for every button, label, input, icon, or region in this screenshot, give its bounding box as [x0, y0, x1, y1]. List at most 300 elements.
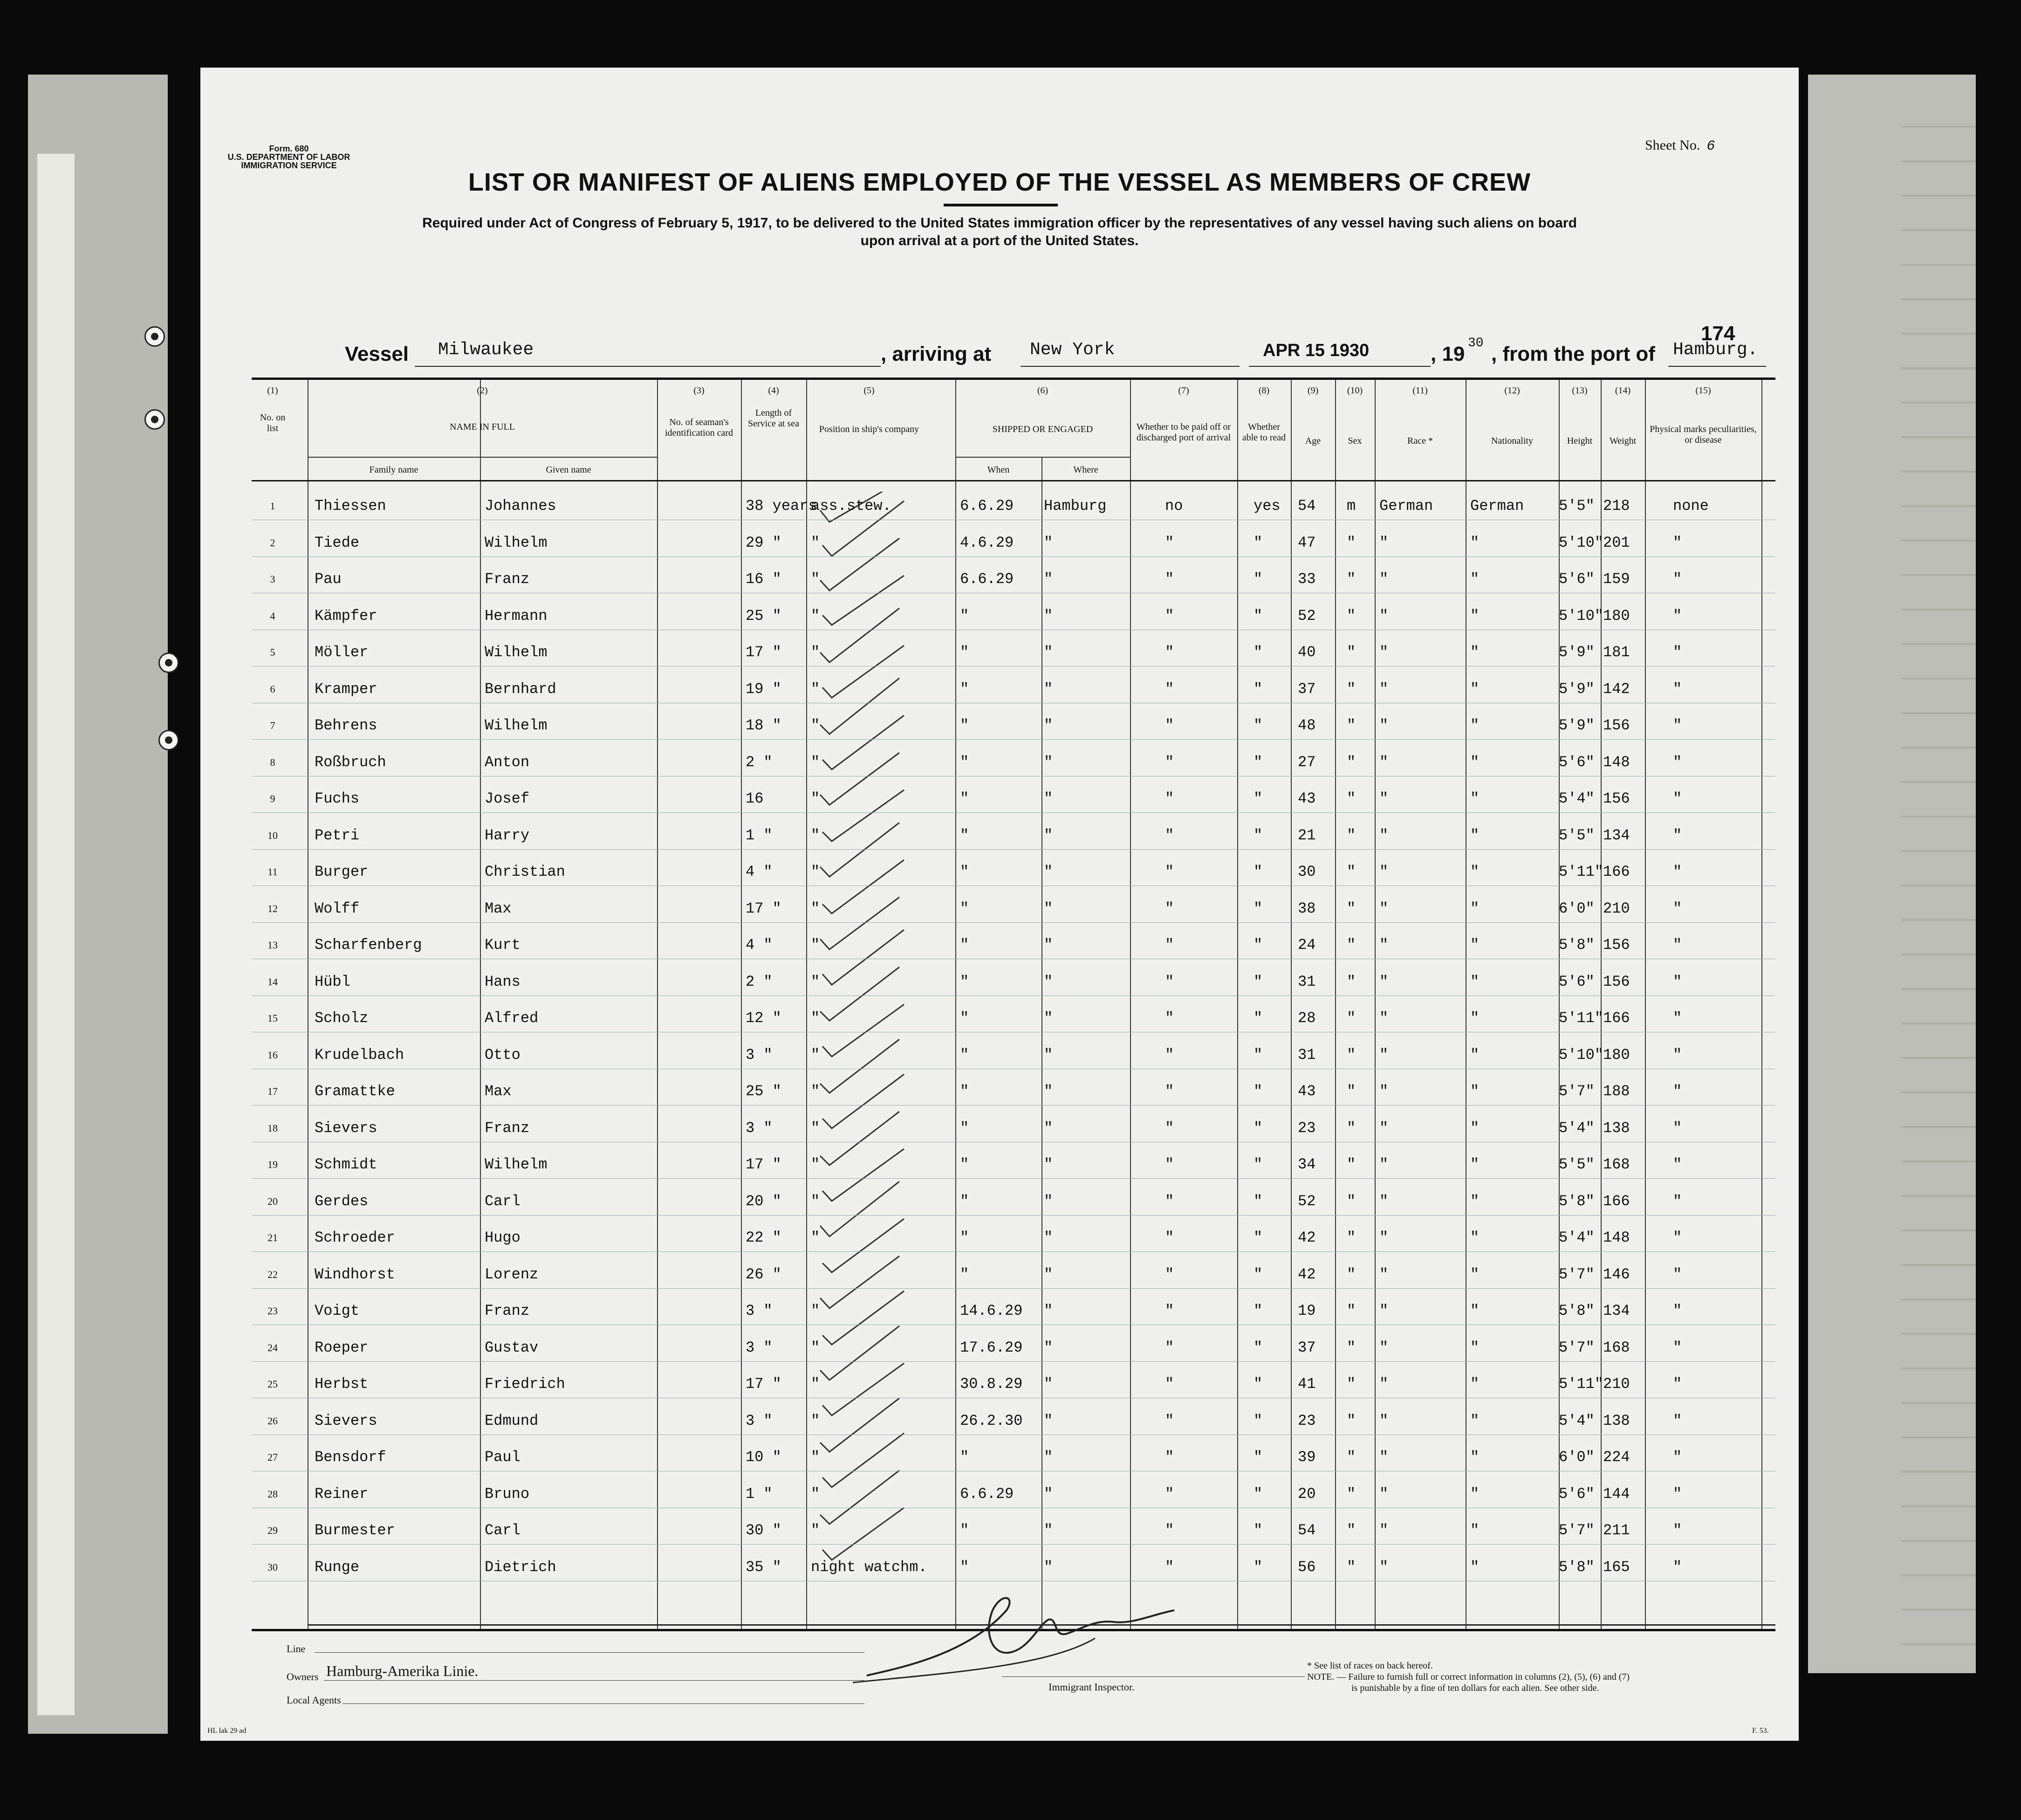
- crew-nationality-cell: ": [1470, 753, 1480, 771]
- col-6-when-header: When: [987, 465, 1010, 475]
- checkmark-icon: [822, 1004, 904, 1057]
- crew-height-cell: 5'10": [1559, 1046, 1604, 1064]
- crew-no-cell: 5: [270, 646, 275, 658]
- crew-where-cell: ": [1044, 1046, 1053, 1064]
- crew-position-cell: ": [811, 680, 820, 698]
- crew-position-cell: ": [811, 973, 820, 990]
- crew-no-cell: 10: [267, 829, 278, 841]
- crew-where-cell: ": [1044, 1229, 1053, 1246]
- crew-nationality-cell: ": [1470, 1265, 1480, 1283]
- crew-nationality-cell: ": [1470, 1558, 1480, 1576]
- col-3-header: No. of seaman's identification card: [665, 417, 733, 438]
- crew-marks-cell: ": [1673, 680, 1682, 698]
- crew-weight-cell: 180: [1603, 1046, 1630, 1064]
- crew-position-cell: ": [811, 863, 820, 880]
- crew-race-cell: German: [1379, 497, 1433, 515]
- crew-marks-cell: none: [1673, 497, 1709, 515]
- crew-where-cell: ": [1044, 1449, 1053, 1466]
- crew-age-cell: 20: [1298, 1485, 1316, 1503]
- crew-read-cell: ": [1254, 1083, 1263, 1100]
- crew-no-cell: 28: [267, 1488, 278, 1500]
- line-fill-line: [315, 1652, 864, 1653]
- crew-no-cell: 17: [267, 1085, 278, 1097]
- title-underline: [944, 204, 1058, 206]
- crew-height-cell: 5'10": [1559, 607, 1604, 625]
- crew-paid-cell: ": [1165, 790, 1174, 807]
- crew-paid-cell: ": [1165, 1046, 1174, 1064]
- crew-nationality-cell: ": [1470, 1375, 1480, 1393]
- crew-family-cell: Sievers: [315, 1119, 377, 1137]
- crew-age-cell: 43: [1298, 790, 1316, 807]
- crew-race-cell: ": [1379, 717, 1389, 734]
- crew-given-cell: Christian: [485, 863, 565, 880]
- crew-sex-cell: ": [1347, 753, 1356, 771]
- crew-family-cell: Möller: [315, 644, 369, 661]
- crew-sex-cell: ": [1347, 534, 1356, 551]
- crew-family-cell: Scharfenberg: [315, 936, 422, 954]
- crew-read-cell: ": [1254, 1412, 1263, 1429]
- crew-nationality-cell: ": [1470, 680, 1480, 698]
- crew-position-cell: ": [811, 1302, 820, 1319]
- crew-nationality-cell: ": [1470, 1412, 1480, 1429]
- crew-where-cell: ": [1044, 680, 1053, 698]
- crew-sex-cell: ": [1347, 863, 1356, 880]
- crew-paid-cell: ": [1165, 936, 1174, 954]
- crew-race-cell: ": [1379, 1412, 1389, 1429]
- print-code: HL lak 29 ad: [207, 1727, 247, 1735]
- crew-race-cell: ": [1379, 1449, 1389, 1466]
- crew-family-cell: Runge: [315, 1558, 360, 1576]
- crew-read-cell: ": [1254, 1302, 1263, 1319]
- crew-service-cell: 25 ": [746, 1083, 781, 1100]
- crew-service-cell: 3 ": [746, 1119, 773, 1137]
- col-5-number: (5): [863, 385, 875, 396]
- crew-weight-cell: 166: [1603, 863, 1630, 880]
- crew-age-cell: 23: [1298, 1119, 1316, 1137]
- crew-when-cell: ": [960, 1083, 969, 1100]
- crew-family-cell: Pau: [315, 570, 342, 588]
- crew-given-cell: Gustav: [485, 1339, 539, 1356]
- crew-age-cell: 52: [1298, 1192, 1316, 1210]
- checkmark-icon: [820, 1181, 899, 1236]
- crew-paid-cell: ": [1165, 1265, 1174, 1283]
- crew-no-cell: 16: [267, 1049, 278, 1061]
- crew-table: [252, 378, 1775, 1631]
- crew-sex-cell: ": [1347, 1485, 1356, 1503]
- crew-sex-cell: ": [1347, 1265, 1356, 1283]
- crew-when-cell: ": [960, 1265, 969, 1283]
- crew-race-cell: ": [1379, 900, 1389, 917]
- crew-age-cell: 56: [1298, 1558, 1316, 1576]
- crew-read-cell: ": [1254, 1229, 1263, 1246]
- crew-nationality-cell: ": [1470, 607, 1480, 625]
- crew-service-cell: 4 ": [746, 936, 773, 954]
- crew-family-cell: Reiner: [315, 1485, 369, 1503]
- crew-height-cell: 5'7": [1559, 1522, 1595, 1539]
- crew-when-cell: 4.6.29: [960, 534, 1014, 551]
- crew-age-cell: 34: [1298, 1156, 1316, 1173]
- crew-age-cell: 28: [1298, 1010, 1316, 1027]
- checkmark-icon: [820, 753, 899, 805]
- crew-when-cell: ": [960, 680, 969, 698]
- crew-nationality-cell: ": [1470, 1339, 1480, 1356]
- crew-age-cell: 37: [1298, 1339, 1316, 1356]
- crew-weight-cell: 146: [1603, 1265, 1630, 1283]
- penalty-note-continued: is punishable by a fine of ten dollars for each alien. See other side.: [1351, 1683, 1599, 1693]
- crew-height-cell: 5'6": [1559, 1485, 1595, 1503]
- crew-no-cell: 26: [267, 1415, 278, 1427]
- crew-read-cell: ": [1254, 570, 1263, 588]
- crew-paid-cell: ": [1165, 1156, 1174, 1173]
- crew-height-cell: 5'4": [1559, 1119, 1595, 1137]
- crew-given-cell: Edmund: [485, 1412, 539, 1429]
- crew-marks-cell: ": [1673, 570, 1682, 588]
- crew-where-cell: ": [1044, 863, 1053, 880]
- crew-nationality-cell: ": [1470, 973, 1480, 990]
- crew-family-cell: Sievers: [315, 1412, 377, 1429]
- crew-race-cell: ": [1379, 1010, 1389, 1027]
- crew-weight-cell: 148: [1603, 753, 1630, 771]
- crew-when-cell: ": [960, 790, 969, 807]
- column-rule: [1761, 380, 1762, 1629]
- crew-when-cell: ": [960, 863, 969, 880]
- crew-service-cell: 18 ": [746, 717, 781, 734]
- crew-marks-cell: ": [1673, 1339, 1682, 1356]
- crew-weight-cell: 210: [1603, 900, 1630, 917]
- crew-sex-cell: ": [1347, 1192, 1356, 1210]
- crew-weight-cell: 148: [1603, 1229, 1630, 1246]
- crew-position-cell: ": [811, 1010, 820, 1027]
- checkmark-icon: [820, 1039, 899, 1093]
- crew-height-cell: 5'11": [1559, 1010, 1604, 1027]
- crew-given-cell: Harry: [485, 826, 530, 844]
- crew-nationality-cell: German: [1470, 497, 1524, 515]
- crew-position-cell: ass.stew.: [811, 497, 891, 515]
- crew-read-cell: ": [1254, 1485, 1263, 1503]
- crew-marks-cell: ": [1673, 973, 1682, 990]
- crew-weight-cell: 211: [1603, 1522, 1630, 1539]
- crew-paid-cell: ": [1165, 863, 1174, 880]
- crew-position-cell: ": [811, 1046, 820, 1064]
- crew-nationality-cell: ": [1470, 1229, 1480, 1246]
- column-rule: [741, 380, 742, 1629]
- crew-given-cell: Carl: [485, 1192, 521, 1210]
- page-title: LIST OR MANIFEST OF ALIENS EMPLOYED OF THE VESSEL AS MEMBERS OF CREW: [468, 168, 1531, 196]
- crew-marks-cell: ": [1673, 1010, 1682, 1027]
- crew-where-cell: ": [1044, 570, 1053, 588]
- crew-weight-cell: 168: [1603, 1339, 1630, 1356]
- sheet-number-field: [1645, 137, 1715, 154]
- crew-when-cell: ": [960, 1010, 969, 1027]
- local-agents-label: Local Agents: [287, 1694, 341, 1706]
- crew-no-cell: 24: [267, 1341, 278, 1353]
- row-rule: [252, 1361, 1775, 1362]
- crew-nationality-cell: ": [1470, 1156, 1480, 1173]
- crew-where-cell: ": [1044, 1119, 1053, 1137]
- crew-read-cell: ": [1254, 534, 1263, 551]
- row-rule: [252, 1178, 1775, 1179]
- crew-sex-cell: ": [1347, 1010, 1356, 1027]
- col-5-header: Position in ship's company: [819, 424, 919, 434]
- crew-paid-cell: ": [1165, 900, 1174, 917]
- crew-family-cell: Kramper: [315, 680, 377, 698]
- col-11-header: Race *: [1407, 436, 1433, 446]
- crew-weight-cell: 138: [1603, 1119, 1630, 1137]
- crew-marks-cell: ": [1673, 1485, 1682, 1503]
- checkmark-icon: [822, 1219, 904, 1272]
- crew-weight-cell: 166: [1603, 1010, 1630, 1027]
- crew-height-cell: 5'5": [1559, 497, 1595, 515]
- crew-when-cell: ": [960, 1046, 969, 1064]
- crew-where-cell: ": [1044, 1522, 1053, 1539]
- crew-height-cell: 5'6": [1559, 753, 1595, 771]
- crew-service-cell: 16 ": [746, 570, 781, 588]
- crew-age-cell: 42: [1298, 1229, 1316, 1246]
- crew-no-cell: 30: [267, 1561, 278, 1573]
- agents-fill-line: [343, 1703, 864, 1704]
- crew-family-cell: Roßbruch: [315, 753, 386, 771]
- inspector-signature: [853, 1582, 1179, 1685]
- crew-nationality-cell: ": [1470, 900, 1480, 917]
- shipped-subheader-rule: [955, 457, 1130, 458]
- checkmark-icon: [822, 715, 904, 769]
- crew-sex-cell: ": [1347, 1522, 1356, 1539]
- crew-marks-cell: ": [1673, 1522, 1682, 1539]
- crew-given-cell: Max: [485, 1083, 512, 1100]
- crew-paid-cell: ": [1165, 534, 1174, 551]
- col-3-number: (3): [693, 385, 705, 396]
- crew-height-cell: 5'6": [1559, 973, 1595, 990]
- crew-race-cell: ": [1379, 1229, 1389, 1246]
- crew-family-cell: Wolff: [315, 900, 360, 917]
- crew-no-cell: 1: [270, 500, 275, 512]
- column-rule: [1375, 380, 1376, 1629]
- crew-age-cell: 31: [1298, 973, 1316, 990]
- crew-where-cell: ": [1044, 826, 1053, 844]
- col-10-number: (10): [1347, 385, 1363, 396]
- crew-weight-cell: 201: [1603, 534, 1630, 551]
- crew-when-cell: ": [960, 1119, 969, 1137]
- column-rule: [1335, 380, 1336, 1629]
- crew-service-cell: 17 ": [746, 1375, 781, 1393]
- crew-height-cell: 5'9": [1559, 644, 1595, 661]
- crew-no-cell: 11: [267, 866, 278, 878]
- crew-family-cell: Voigt: [315, 1302, 360, 1319]
- crew-when-cell: ": [960, 717, 969, 734]
- row-rule: [252, 1251, 1775, 1252]
- crew-no-cell: 3: [270, 573, 275, 585]
- crew-given-cell: Alfred: [485, 1010, 539, 1027]
- crew-height-cell: 5'5": [1559, 826, 1595, 844]
- vessel-details: [275, 322, 1758, 371]
- crew-position-cell: ": [811, 1192, 820, 1210]
- crew-no-cell: 8: [270, 756, 275, 768]
- crew-age-cell: 30: [1298, 863, 1316, 880]
- punch-hole: [144, 326, 165, 347]
- sheet-number-label: Sheet No.: [1645, 137, 1700, 153]
- crew-weight-cell: 156: [1603, 790, 1630, 807]
- crew-race-cell: ": [1379, 790, 1389, 807]
- crew-weight-cell: 188: [1603, 1083, 1630, 1100]
- col-6-header: SHIPPED OR ENGAGED: [992, 424, 1093, 434]
- crew-given-cell: Paul: [485, 1449, 521, 1466]
- service-name: IMMIGRATION SERVICE: [241, 161, 337, 170]
- from-port-label: , from the port of: [1491, 343, 1655, 365]
- year-value: 30: [1468, 336, 1484, 350]
- arrival-date-stamp: APR 15 1930: [1263, 341, 1370, 360]
- crew-given-cell: Johannes: [485, 497, 556, 515]
- crew-service-cell: 3 ": [746, 1412, 773, 1429]
- crew-marks-cell: ": [1673, 644, 1682, 661]
- punch-hole: [158, 730, 179, 750]
- crew-when-cell: ": [960, 644, 969, 661]
- crew-paid-cell: ": [1165, 570, 1174, 588]
- inspector-label: Immigrant Inspector.: [1048, 1681, 1135, 1693]
- crew-read-cell: ": [1254, 680, 1263, 698]
- col-13-header: Height: [1567, 436, 1593, 446]
- col-4-header: Length of Service at sea: [748, 408, 799, 429]
- crew-paid-cell: ": [1165, 1010, 1174, 1027]
- crew-service-cell: 4 ": [746, 863, 773, 880]
- column-rule: [657, 380, 658, 1629]
- crew-given-cell: Bruno: [485, 1485, 530, 1503]
- crew-no-cell: 7: [270, 720, 275, 731]
- crew-paid-cell: ": [1165, 1339, 1174, 1356]
- vessel-label: Vessel: [345, 343, 409, 365]
- crew-given-cell: Max: [485, 900, 512, 917]
- crew-weight-cell: 224: [1603, 1449, 1630, 1466]
- column-rule: [1130, 380, 1131, 1629]
- crew-position-cell: ": [811, 1449, 820, 1466]
- manifest-sheet: [200, 68, 1799, 1741]
- checkmark-icon: [822, 1291, 904, 1345]
- crew-where-cell: ": [1044, 790, 1053, 807]
- checkmark-icon: [822, 1074, 904, 1128]
- crew-paid-cell: ": [1165, 1119, 1174, 1137]
- crew-paid-cell: ": [1165, 1522, 1174, 1539]
- crew-height-cell: 5'8": [1559, 1558, 1595, 1576]
- crew-sex-cell: ": [1347, 1119, 1356, 1137]
- col-15-header: Physical marks peculiarities, or disease: [1650, 424, 1757, 445]
- crew-marks-cell: ": [1673, 534, 1682, 551]
- crew-marks-cell: ": [1673, 1083, 1682, 1100]
- crew-nationality-cell: ": [1470, 1522, 1480, 1539]
- crew-weight-cell: 210: [1603, 1375, 1630, 1393]
- crew-age-cell: 54: [1298, 1522, 1316, 1539]
- crew-race-cell: ": [1379, 1522, 1389, 1539]
- crew-position-cell: ": [811, 570, 820, 588]
- crew-position-cell: ": [811, 1083, 820, 1100]
- crew-weight-cell: 156: [1603, 936, 1630, 954]
- crew-when-cell: ": [960, 1449, 969, 1466]
- crew-sex-cell: ": [1347, 570, 1356, 588]
- column-rule: [1559, 380, 1560, 1629]
- crew-service-cell: 38 years: [746, 497, 817, 515]
- row-rule: [252, 739, 1775, 740]
- col-6-where-header: Where: [1073, 465, 1098, 475]
- crew-sex-cell: ": [1347, 1375, 1356, 1393]
- crew-position-cell: ": [811, 717, 820, 734]
- crew-race-cell: ": [1379, 1485, 1389, 1503]
- col-10-header: Sex: [1348, 436, 1362, 446]
- crew-read-cell: ": [1254, 1265, 1263, 1283]
- crew-given-cell: Hugo: [485, 1229, 521, 1246]
- row-rule: [252, 849, 1775, 850]
- crew-paid-cell: ": [1165, 1229, 1174, 1246]
- crew-race-cell: ": [1379, 1156, 1389, 1173]
- crew-marks-cell: ": [1673, 936, 1682, 954]
- crew-height-cell: 5'6": [1559, 570, 1595, 588]
- crew-nationality-cell: ": [1470, 1449, 1480, 1466]
- crew-height-cell: 5'4": [1559, 1412, 1595, 1429]
- crew-read-cell: ": [1254, 826, 1263, 844]
- crew-age-cell: 52: [1298, 607, 1316, 625]
- crew-age-cell: 24: [1298, 936, 1316, 954]
- crew-position-cell: ": [811, 900, 820, 917]
- crew-height-cell: 5'9": [1559, 680, 1595, 698]
- col-9-header: Age: [1305, 436, 1321, 446]
- crew-race-cell: ": [1379, 570, 1389, 588]
- crew-weight-cell: 180: [1603, 607, 1630, 625]
- crew-service-cell: 10 ": [746, 1449, 781, 1466]
- crew-read-cell: ": [1254, 1449, 1263, 1466]
- crew-when-cell: ": [960, 1192, 969, 1210]
- crew-read-cell: ": [1254, 753, 1263, 771]
- crew-read-cell: ": [1254, 1156, 1263, 1173]
- crew-age-cell: 48: [1298, 717, 1316, 734]
- row-rule: [252, 922, 1775, 923]
- crew-height-cell: 5'4": [1559, 1229, 1595, 1246]
- crew-no-cell: 6: [270, 683, 275, 695]
- crew-position-cell: ": [811, 936, 820, 954]
- crew-nationality-cell: ": [1470, 1119, 1480, 1137]
- column-rule: [1291, 380, 1292, 1629]
- crew-age-cell: 41: [1298, 1375, 1316, 1393]
- crew-age-cell: 21: [1298, 826, 1316, 844]
- crew-read-cell: ": [1254, 1375, 1263, 1393]
- crew-sex-cell: ": [1347, 1339, 1356, 1356]
- crew-height-cell: 5'9": [1559, 717, 1595, 734]
- crew-paid-cell: ": [1165, 973, 1174, 990]
- crew-given-cell: Anton: [485, 753, 530, 771]
- crew-position-cell: ": [811, 1339, 820, 1356]
- row-rule: [252, 556, 1775, 557]
- crew-race-cell: ": [1379, 680, 1389, 698]
- crew-height-cell: 5'7": [1559, 1265, 1595, 1283]
- crew-given-cell: Josef: [485, 790, 530, 807]
- line-label: Line: [287, 1643, 306, 1655]
- checkmark-icon: [822, 646, 904, 698]
- vessel-fill-line: [415, 366, 881, 367]
- crew-weight-cell: 142: [1603, 680, 1630, 698]
- checkmark-icon: [820, 678, 899, 734]
- page-number: 174: [1701, 322, 1735, 345]
- checkmark-icon: [820, 608, 899, 662]
- crew-service-cell: 3 ": [746, 1302, 773, 1319]
- col-1-header: No. on list: [260, 412, 286, 433]
- checkmark-icon: [822, 1363, 904, 1415]
- crew-paid-cell: ": [1165, 1449, 1174, 1466]
- crew-weight-cell: 181: [1603, 644, 1630, 661]
- crew-service-cell: 20 ": [746, 1192, 781, 1210]
- checkmark-icon: [820, 538, 899, 591]
- crew-age-cell: 37: [1298, 680, 1316, 698]
- crew-age-cell: 23: [1298, 1412, 1316, 1429]
- crew-when-cell: ": [960, 973, 969, 990]
- department-name: U.S. DEPARTMENT OF LABOR: [227, 152, 350, 162]
- crew-when-cell: ": [960, 900, 969, 917]
- crew-nationality-cell: ": [1470, 936, 1480, 954]
